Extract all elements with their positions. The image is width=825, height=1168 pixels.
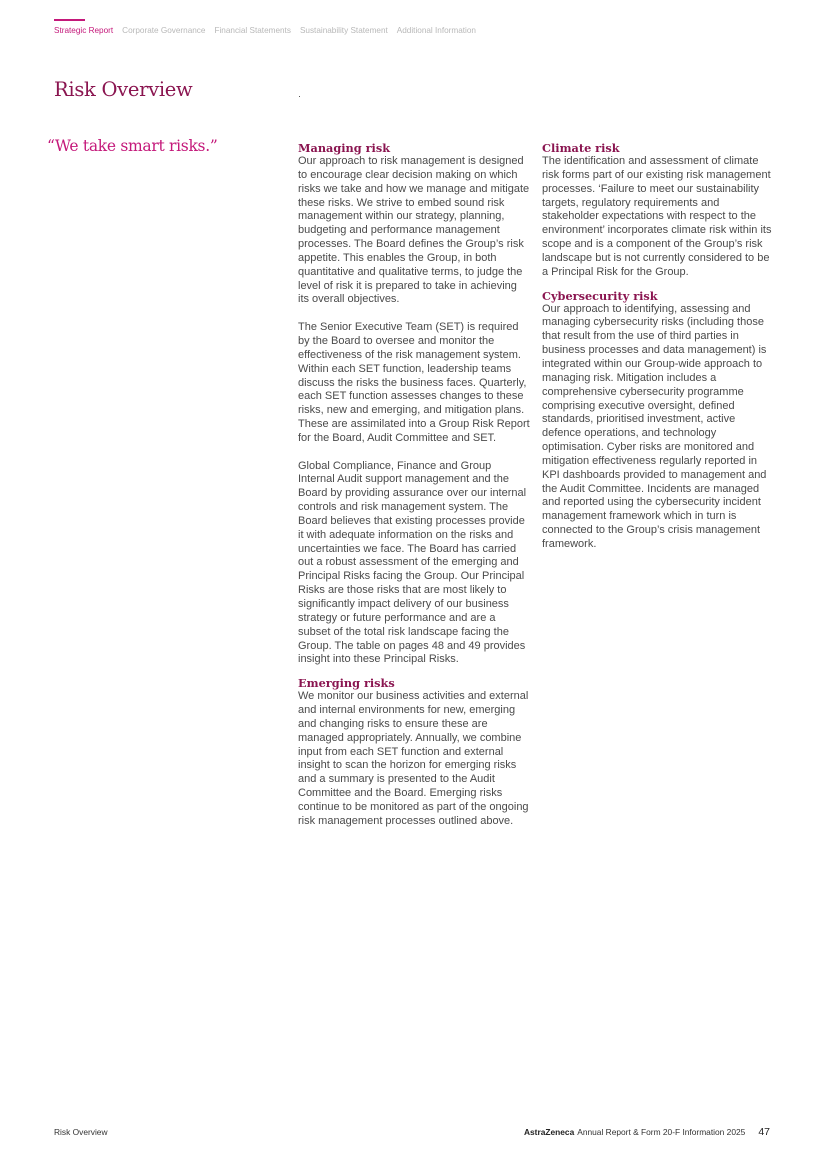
section-managing-risk <box>298 141 530 667</box>
section-emerging-risks <box>298 676 530 828</box>
cybersecurity-risk-heading: Cybersecurity risk <box>542 288 658 303</box>
section-cybersecurity-risk <box>542 289 774 552</box>
footer-section-label: Risk Overview <box>54 1127 108 1137</box>
text-column-right <box>542 141 774 552</box>
climate-risk-heading: Climate risk <box>542 141 620 155</box>
tab-financial-statements[interactable]: Financial Statements <box>214 26 291 35</box>
section-nav <box>54 26 476 35</box>
emerging-risks-paragraph: We monitor our business activities and external and internal environments for new, emerging and changing risks to ensure these are managed appropriately. Annually, we combine input from each SET function and external insight to scan the horizon for emerging risks and a summary is presented to the Audit Committee and the Board. Emerging risks continue to be monitored as part of the ongoing risk management processes outlined above. <box>298 690 529 827</box>
tab-sustainability-statement[interactable]: Sustainability Statement <box>299 26 388 35</box>
page-footer <box>54 1126 770 1138</box>
decorative-dot <box>299 96 300 97</box>
page-title: Risk Overview <box>54 78 193 101</box>
emerging-risks-heading: Emerging risks <box>298 676 395 691</box>
section-climate-risk <box>542 141 774 280</box>
pull-quote: “We take smart risks.” <box>47 137 218 155</box>
tab-additional-information[interactable]: Additional Information <box>396 26 476 35</box>
footer-brand: AstraZeneca <box>523 1127 575 1137</box>
tab-corporate-governance[interactable]: Corporate Governance <box>122 26 206 35</box>
page-number: 47 <box>758 1126 770 1138</box>
managing-risk-paragraph-3: Global Compliance, Finance and Group Internal Audit support management and the Board by providing assurance over our internal controls and risk management system. The Board believes that existing processes provide it with adequate information on the risks and uncertainties we face. The Board has carried out a robust assessment of the emerging and Principal Risks facing the Group. Our Principal Risks are those risks that are most likely to significantly impact delivery of our business strategy or future performance and are a subset of the total risk landscape facing the Group. The table on pages 48 and 49 provides insight into these Principal Risks. <box>298 459 527 666</box>
footer-publication-info <box>524 1126 770 1138</box>
tab-strategic-report[interactable]: Strategic Report <box>54 26 114 35</box>
text-column-left <box>298 141 530 829</box>
footer-publication: Annual Report & Form 20-F Information 2025 <box>577 1127 746 1137</box>
managing-risk-heading: Managing risk <box>298 141 391 155</box>
climate-risk-paragraph: The identification and assessment of climate risk forms part of our existing risk management processes. ‘Failure to meet our sustainability targets, regulatory requirements and stakeholder expectations with respect to the environment’ incorporates climate risk within its scope and is a component of the Group’s risk landscape but is not currently considered to be a Principal Risk for the Group. <box>542 155 772 278</box>
managing-risk-paragraph-2: The Senior Executive Team (SET) is required by the Board to oversee and monitor the effectiveness of the risk management system. Within each SET function, leadership teams discuss the risks the business faces. Quarterly, each SET function assesses changes to these risks, new and emerging, and mitigation plans. These are assimilated into a Group Risk Report for the Board, Audit Committee and SET. <box>298 321 530 444</box>
managing-risk-paragraph-1: Our approach to risk management is designed to encourage clear decision making on which risks we take and how we manage and mitigate these risks. We strive to embed sound risk management within our strategy, planning, budgeting and performance management processes. The Board defines the Group’s risk appetite. This enables the Group, in both quantitative and qualitative terms, to judge the level of risk it is prepared to take in achieving its overall objectives. <box>298 155 530 306</box>
cybersecurity-risk-paragraph: Our approach to identifying, assessing and managing cybersecurity risks (including those that result from the use of third parties in business processes and data management) is integrated within our Group-wide approach to managing risk. Mitigation includes a comprehensive cybersecurity programme comprising executive oversight, defined standards, prioritised investment, active defence operations, and technology optimisation. Cyber risks are monitored and mitigation effectiveness regularly reported in KPI dashboards provided to management and the Audit Committee. Incidents are managed and reported using the cybersecurity incident management framework which in turn is connected to the Group’s crisis management framework. <box>542 302 767 550</box>
